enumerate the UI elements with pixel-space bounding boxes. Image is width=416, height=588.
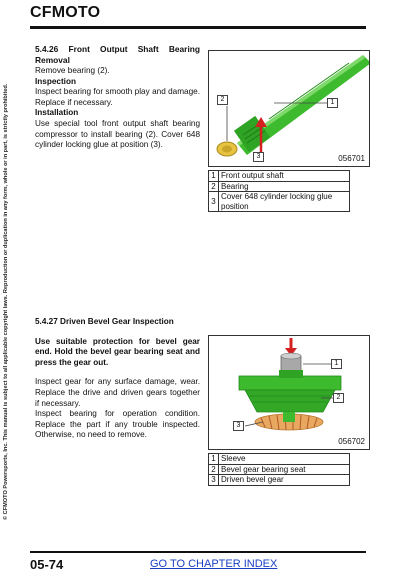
- legend-num: 2: [209, 181, 219, 192]
- installation-heading: Installation: [35, 108, 79, 118]
- section1-body: [35, 66, 200, 151]
- figure-driven-bevel-gear: [208, 335, 370, 450]
- legend-table-2: [208, 453, 350, 486]
- legend-num: 3: [209, 192, 219, 212]
- table-row: [209, 464, 350, 475]
- legend-table-1: [208, 170, 350, 212]
- legend-label: Bearing: [219, 181, 350, 192]
- figure-number-056702: 056702: [338, 437, 365, 446]
- shaft-illustration: [209, 51, 370, 167]
- figure-front-output-shaft: [208, 50, 370, 167]
- inspection-heading: Inspection: [35, 76, 76, 86]
- callout-2: 2: [217, 95, 228, 105]
- footer-rule: [30, 551, 366, 553]
- inspection-text: Inspect bearing for smooth play and damage. Replace if necessary.: [35, 87, 200, 107]
- legend-num: 2: [209, 464, 219, 475]
- inspect-gear-text: Inspect gear for any surface damage, wear. Replace the drive and driven gears together if necessary.: [35, 377, 200, 408]
- chapter-index-link[interactable]: GO TO CHAPTER INDEX: [150, 558, 278, 570]
- legend-label: Cover 648 cylinder locking glue position: [219, 192, 350, 212]
- callout-1: 1: [327, 98, 338, 108]
- table-row: [209, 454, 350, 465]
- installation-text: Use special tool front output shaft bearing compressor to install bearing (2). Cover 648 cylinder locking glue at position (3).: [35, 118, 200, 150]
- shaft-edge-line: [269, 63, 349, 119]
- callout-3: 3: [233, 421, 244, 431]
- inspect-bearing-text: Inspect bearing for operation condition. Replace the part if any trouble inspected. Otherwise, no need to remove.: [35, 409, 200, 440]
- legend-num: 3: [209, 475, 219, 486]
- section-title-5-4-27: 5.4.27 Driven Bevel Gear Inspection: [35, 317, 174, 326]
- bearing-seat-flange: [239, 376, 341, 390]
- table-row: [209, 475, 350, 486]
- legend-label: Bevel gear bearing seat: [219, 464, 350, 475]
- legend-label: Driven bevel gear: [219, 475, 350, 486]
- removal-text: Remove bearing (2).: [35, 66, 110, 75]
- callout-2: 2: [333, 393, 344, 403]
- table-row: [209, 192, 350, 212]
- legend-label: Sleeve: [219, 454, 350, 465]
- shaft-splines: [234, 116, 270, 152]
- bearing-bore: [222, 146, 232, 153]
- section2-body: [35, 317, 200, 441]
- legend-num: 1: [209, 171, 219, 182]
- section-title-5-4-26: 5.4.26 Front Output Shaft Bearing Removal: [35, 44, 200, 65]
- bevel-gear-illustration: [209, 336, 370, 450]
- callout-3: 3: [253, 152, 264, 162]
- table-row: [209, 181, 350, 192]
- copyright-notice: © CFMOTO Powersports, Inc. This manual is subject to all applicable copyright laws. Reproduction or duplication in any form, whole or in part, is strictly prohibited.: [3, 83, 9, 520]
- caution-text: Use suitable protection for bevel gear end. Hold the bevel gear bearing seat and press the gear out.: [35, 336, 200, 367]
- bearing-seat-body: [245, 390, 335, 412]
- legend-num: 1: [209, 454, 219, 465]
- legend-label: Front output shaft: [219, 171, 350, 182]
- figure-number-056701: 056701: [338, 154, 365, 163]
- brand-logo-text: CFMOTO: [30, 4, 101, 21]
- callout-1: 1: [331, 359, 342, 369]
- table-row: [209, 171, 350, 182]
- header-rule: [30, 26, 366, 29]
- page-number: 05-74: [30, 557, 64, 572]
